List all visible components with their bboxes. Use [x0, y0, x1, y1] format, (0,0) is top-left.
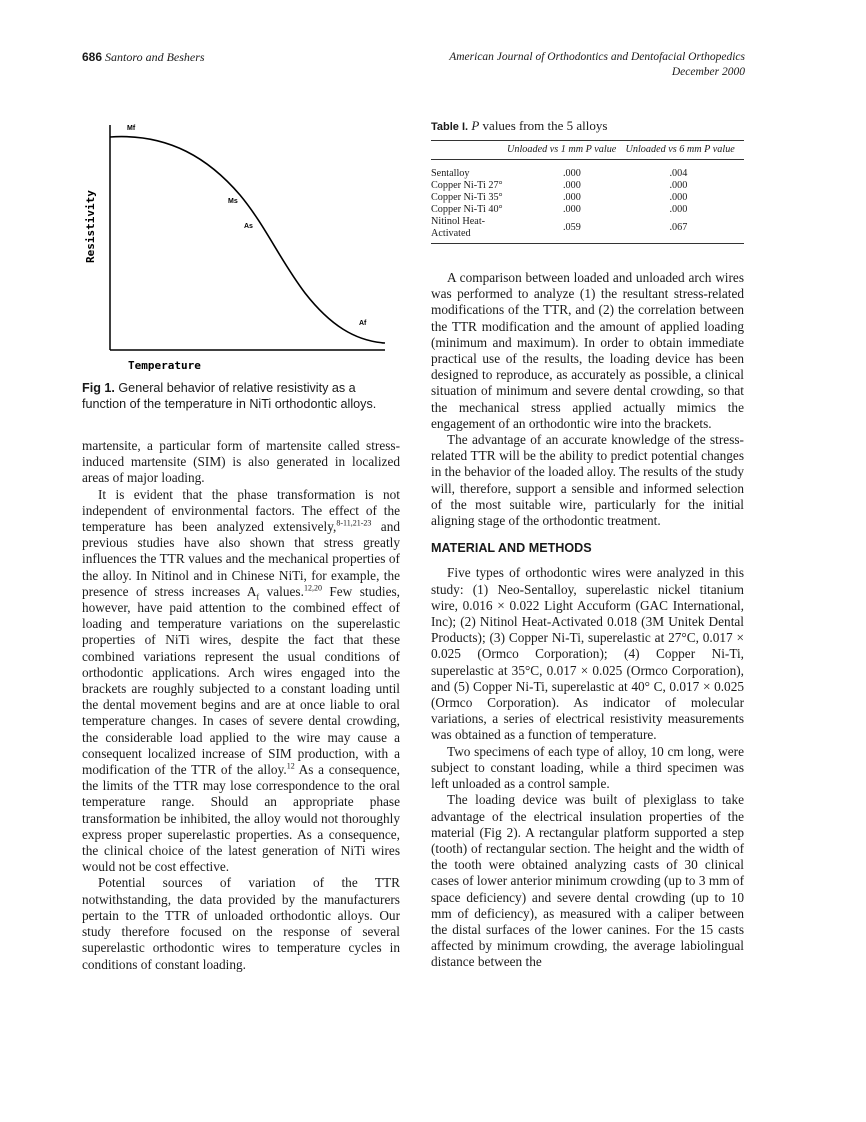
resistivity-curve: [110, 137, 385, 343]
authors: Santoro and Beshers: [105, 50, 205, 64]
paragraph: The advantage of an accurate knowledge of the stress-related TTR will be the ability to predict potential changes in the behavior of the loaded alloy. The results of the study will, therefore, support a sensible and informed selection of the most suitable wire, particularly for the initial aligning stage of the orthodontic treatment.: [431, 432, 744, 529]
value-cell: .000: [563, 168, 581, 179]
y-axis-label: Resistivity: [84, 190, 97, 263]
label-mf: Mf: [127, 125, 136, 132]
label-af: Af: [359, 320, 367, 327]
value-cell: .000: [563, 204, 581, 215]
left-column: [82, 438, 400, 973]
text-run: It is evident that the phase transformation is not independent of environmental factors. The effect of the temperature has been analyzed extensively,: [82, 486, 400, 535]
table-title-text: values from the 5 alloys: [479, 118, 608, 133]
issue-date: December 2000: [671, 66, 745, 78]
label-ms: Ms: [228, 198, 238, 205]
alloy-cell: Nitinol Heat-Activated: [431, 216, 486, 239]
text-run: As a consequence, the limits of the TTR may lose correspondence to the oral temperature range. Should an appropriate phase transformation be inhibited, the alloy would not thoroughly express proper superelastic properties. As a consequence, the clinical choice of the latest generation of NiTi wires would not be cost effective.: [82, 762, 400, 875]
reference: 8-11,21-23: [336, 518, 372, 528]
value-cell: .000: [563, 192, 581, 203]
section-heading: MATERIAL AND METHODS: [431, 541, 592, 556]
reference: 12: [286, 761, 295, 771]
value-cell: .004: [669, 168, 688, 179]
table-header-row: [431, 141, 744, 160]
label-as: As: [244, 223, 253, 230]
table-row: [431, 192, 744, 204]
table-title: [431, 118, 744, 134]
figure-caption-text: General behavior of relative resistivity as a function of the temperature in NiTi orthodontic alloys.: [82, 381, 377, 411]
right-column: [431, 270, 744, 971]
value-cell: .000: [669, 180, 688, 191]
running-header-right: [449, 50, 745, 80]
paragraph: A comparison between loaded and unloaded arch wires was performed to analyze (1) the resultant stress-related modifications of the TTR, and (2) the correlation between the TTR modification and the amount of applied loading (minimum and maximum). In order to obtain immediate practical use of the results, the loading device has been designed to reproduce, as accurately as possible, a clinical situation of minimum and severe dental crowding, so that the mechanical stress applied actually mimics the engagement of an orthodontic wire into the brackets.: [431, 270, 744, 431]
journal-title: American Journal of Orthodontics and Dentofacial Orthopedics: [449, 51, 745, 63]
running-header-left: [82, 50, 205, 65]
table-1: [431, 118, 744, 244]
subscript: f: [256, 592, 260, 602]
table-title-italic: P: [471, 118, 480, 133]
alloy-cell: Copper Ni-Ti 27°: [431, 180, 503, 191]
resistivity-curve-figure: [80, 115, 410, 375]
figure-caption: [82, 380, 402, 412]
paragraph: Two specimens of each type of alloy, 10 cm long, were subject to constant loading, while a third specimen was left unloaded as a control sample.: [431, 743, 744, 792]
page-number: 686: [82, 50, 103, 64]
x-axis-label: Temperature: [128, 359, 201, 372]
table-header-cell: Unloaded vs 1 mm P value: [507, 141, 626, 160]
figure-1: [80, 115, 410, 375]
paragraph: Potential sources of variation of the TTR notwithstanding, the data provided by the manufacturers pertain to the TTR of unloaded orthodontic alloys. Our study therefore focused on the response of several superelastic orthodontic wires to temperature cycles in conditions of constant loading.: [82, 875, 400, 972]
table-header-cell: Unloaded vs 6 mm P value: [626, 141, 745, 160]
value-cell: .000: [669, 192, 688, 203]
table-row: [431, 216, 744, 244]
table-header-cell: [431, 141, 507, 160]
table-label: Table I.: [431, 121, 469, 133]
text-run: values.: [259, 583, 304, 599]
text-run: Few studies, however, have paid attention to the combined effect of loading and temperature variations on the superelastic properties of NiTi wires, despite the fact that these combined variations represent the usual conditions of orthodontic applications. Arch wires engaged into the brackets are roughly subjected to a constant loading until the dental movement begins and are at once liable to oral temperature changes. In cases of severe dental crowding, the considerable load applied to the wire may cause a consequent localized increase of SIM production, with a modification of the TTR of the alloy.: [82, 583, 400, 778]
table-row: [431, 160, 744, 181]
value-cell: .000: [669, 204, 688, 215]
paragraph: The loading device was built of plexiglass to take advantage of the electrical insulation properties of the material (Fig 2). A rectangular platform supported a step (tooth) of rectangular section. The height and the width of the tooth were obtained analyzing casts of 30 clinical cases of lower anterior minimum crowding (up to 3 mm of space deficiency) and severe dental crowding (up to 10 mm of deficiency), as measured with a caliper between the distal surfaces of the lower canines. For the 15 casts affected by minimum crowding, the average labiolingual distance between the: [431, 792, 744, 970]
value-cell: .059: [563, 222, 581, 233]
reference: 12,20: [303, 583, 322, 593]
table-row: [431, 180, 744, 192]
paragraph: martensite, a particular form of martensite called stress-induced martensite (SIM) is also generated in localized areas of major loading.: [82, 438, 400, 486]
figure-label: Fig 1.: [82, 381, 115, 395]
alloy-cell: Copper Ni-Ti 35°: [431, 192, 503, 203]
paragraph: Five types of orthodontic wires were analyzed in this study: (1) Neo-Sentalloy, superelastic nickel titanium wire, 0.016 × 0.022 Light Accuform (GAC International, Inc); (2) Nitinol Heat-Activated 0.018 (3M Unitek Dental Products); (3) Copper Ni-Ti, superelastic at 27°C, 0.017 × 0.025 (Ormco Corporation); (4) Copper Ni-Ti, superelastic at 35°C, 0.017 × 0.025 (Ormco Corporation), and (5) Copper Ni-Ti, superelastic at 40° C, 0.017 × 0.025 (Ormco Corporation). As indicator of molecular variations, a series of electrical resistivity measurements was obtained as a function of temperature.: [431, 565, 744, 743]
alloy-cell: Copper Ni-Ti 40°: [431, 204, 503, 215]
value-cell: .067: [669, 222, 688, 233]
alloy-cell: Sentalloy: [431, 168, 470, 179]
table-row: [431, 204, 744, 216]
value-cell: .000: [563, 180, 581, 191]
paragraph: [82, 487, 400, 876]
text-run: and previous studies have also shown that stress greatly influences the TTR values and the mechanical properties of the alloy. In Nitinol and in Chinese NiTi, for example, the presence of stress increases A: [82, 519, 400, 599]
p-values-table: [431, 140, 744, 244]
